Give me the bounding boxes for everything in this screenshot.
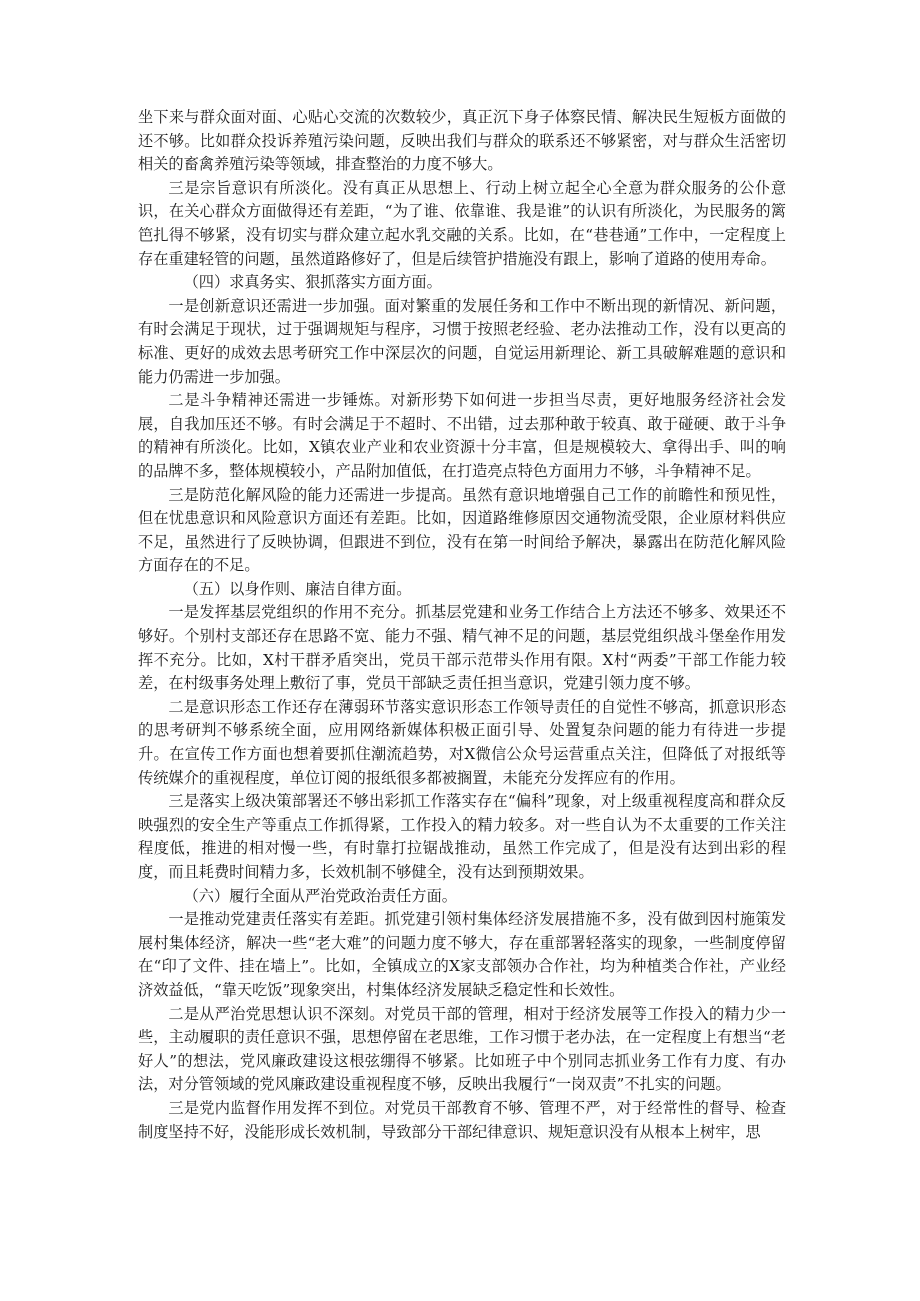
paragraph-grassroots-party: 一是发挥基层党组织的作用不充分。抓基层党建和业务工作结合上方法还不够多、效果还不够好。个别村支部还存在思路不宽、能力不强、精气神不足的问题，基层党组织战斗堡垒作用发挥不充分。比如，X村干群矛盾突出，党员干部示范带头作用有限。X村“两委”干部工作能力较差，在村级事务处理上敷衍了事，党员干部缺乏责任担当意识，党建引领力度不够。 (138, 603, 786, 693)
section-heading-6: （六）履行全面从严治党政治责任方面。 (183, 886, 457, 905)
paragraph-strict-governance: 二是从严治党思想认识不深刻。对党员干部的管理，相对于经济发展等工作投入的精力少一些，主动履职的责任意识不强，思想停留在老思维，工作习惯于老办法，在一定程度上有想当“老好人”的想法，党风廉政建设这根弦绷得不够紧。比如班子中个别同志抓业务工作有力度、有办法，对分管领域的党风廉政建设重视程度不够，反映出我履行“一岗双责”不扎实的问题。 (138, 1004, 786, 1094)
section-heading-5: （五）以身作则、廉洁自律方面。 (183, 579, 412, 598)
paragraph-supervision: 三是党内监督作用发挥不到位。对党员干部教育不够、管理不严，对于经常性的督导、检查制度坚持不好，没能形成长效机制，导致部分干部纪律意识、规矩意识没有从根本上树牢，思 (138, 1098, 786, 1141)
paragraph-continuation: 坐下来与群众面对面、心贴心交流的次数较少，真正沉下身子体察民情、解决民生短板方面做的还不够。比如群众投诉养殖污染问题，反映出我们与群众的联系还不够紧密，对与群众生活密切相关的畜禽养殖污染等领域，排查整治的力度不够大。 (138, 108, 786, 174)
paragraph-risk-prevention: 三是防范化解风险的能力还需进一步提高。虽然有意识地增强自己工作的前瞻性和预见性，但在忧患意识和风险意识方面还有差距。比如，因道路维修原因交通物流受限，企业原材料供应不足，虽然进行了反映协调，但跟进不到位，没有在第一时间给予解决，暴露出在防范化解风险方面存在的不足。 (138, 485, 786, 575)
paragraph-purpose-awareness: 三是宗旨意识有所淡化。没有真正从思想上、行动上树立起全心全意为群众服务的公仆意识，在关心群众方面做得还有差距，“为了谁、依靠谁、我是谁”的认识有所淡化，为民服务的篱笆扎得不够紧，没有切实与群众建立起水乳交融的关系。比如，在“巷巷通”工作中，一定程度上存在重建轻管的问题，虽然道路修好了，但是后续管护措施没有跟上，影响了道路的使用寿命。 (138, 178, 786, 268)
paragraph-ideology-work: 二是意识形态工作还存在薄弱环节落实意识形态工作领导责任的自觉性不够高，抓意识形态的思考研判不够系统全面，应用网络新媒体积极正面引导、处置复杂问题的能力有待进一步提升。在宣传工作方面也想着要抓住潮流趋势，对X微信公众号运营重点关注，但降低了对报纸等传统媒介的重视程度，单位订阅的报纸很多都被搁置，未能充分发挥应有的作用。 (138, 697, 786, 787)
paragraph-implementation: 三是落实上级决策部署还不够出彩抓工作落实存在“偏科”现象，对上级重视程度高和群众反映强烈的安全生产等重点工作抓得紧，工作投入的精力较多。对一些自认为不太重要的工作关注程度低，推进的相对慢一些，有时靠打拉锯战推动，虽然工作完成了，但是没有达到出彩的程度，而且耗费时间精力多，长效机制不够健全，没有达到预期效果。 (138, 792, 786, 881)
paragraph-fighting-spirit: 二是斗争精神还需进一步锤炼。对新形势下如何进一步担当尽责，更好地服务经济社会发展，自我加压还不够。有时会满足于不超时、不出错，过去那种敢于较真、敢于碰硬、敢于斗争的精神有所淡化。比如，X镇农业产业和农业资源十分丰富，但是规模较大、拿得出手、叫的响的品牌不多，整体规模较小，产品附加值低，在打造亮点特色方面用力不够，斗争精神不足。 (138, 391, 786, 480)
paragraph-party-responsibility: 一是推动党建责任落实有差距。抓党建引领村集体经济发展措施不多，没有做到因村施策发展村集体经济，解决一些“老大难”的问题力度不够大，存在重部署轻落实的现象，一些制度停留在“印了文件、挂在墙上”。比如，全镇成立的X家支部领办合作社，均为种植类合作社，产业经济效益低，“靠天吃饭”现象突出，村集体经济发展缺乏稳定性和长效性。 (138, 910, 786, 999)
section-heading-4: （四）求真务实、狠抓落实方面方面。 (183, 273, 442, 292)
document-page (138, 106, 786, 1144)
paragraph-innovation-awareness: 一是创新意识还需进一步加强。面对繁重的发展任务和工作中不断出现的新情况、新问题，有时会满足于现状，过于强调规矩与程序，习惯于按照老经验、老办法推动工作，没有以更高的标准、更好的成效去思考研究工作中深层次的问题，自觉运用新理论、新工具破解难题的意识和能力仍需进一步加强。 (138, 296, 786, 386)
